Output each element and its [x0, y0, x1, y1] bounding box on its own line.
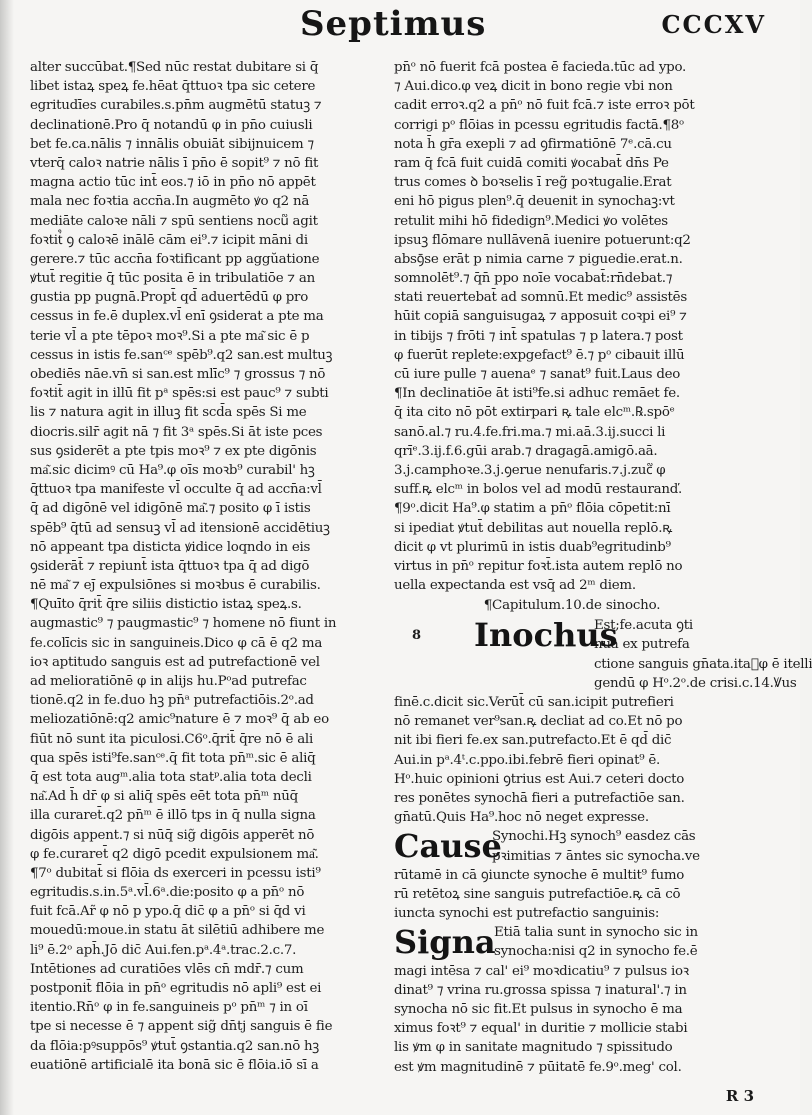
text-line: itentio.Rn̄ᵒ φ in fe.sanguineis pᵒ pn̄ᵐ ⁊ in oī: [30, 1000, 308, 1016]
text-line: meliozatiōnē:q2 amic⁹nature ē ⁊ moꝛ⁹ q̄ ab eo: [30, 712, 329, 728]
text-line: si ipediat ꝟtut̄ debilitas aut nouella replō.ꝶ: [394, 520, 673, 536]
left-column: [30, 58, 382, 1075]
text-line: nō appeant tpa disticta ꝟidice loqndo in eis: [30, 539, 311, 555]
text-line: synocha:nisi q2 in synocho fe.ē: [494, 944, 698, 960]
text-line: ⁊ Aui.dico.φ veꝝ dicit in bono regie vbi non: [394, 79, 673, 95]
text-line: mouedū:moue.in statu āt silētiū adhibere me: [30, 923, 325, 939]
signa-initial-word: Signa: [394, 923, 496, 962]
text-line: vterq̄ caloꝛ natrie nālis ī pn̄o ē sopit⁹ ⁊ nō fit: [30, 155, 319, 171]
text-line: q̄ ad digōnē vel idigōnē ma͂.⁊ posito φ ī istis: [30, 501, 311, 517]
text-line: rūtamē in cā ꝯiuncte synoche ē multit⁹ fumo: [394, 867, 685, 883]
text-line: corrigi pᵒ flōias in pcessu egritudis factā.¶8ᵒ: [394, 117, 684, 133]
text-line: ad melioratiōnē φ in alijs hu.Pᵒad putrefac: [30, 674, 307, 689]
text-line: bet fe.ca.nālis ⁊ innālis obuiāt sibijnuicem ⁊: [30, 136, 314, 152]
text-line: magi intēsa ⁊ cal' ei⁹ moꝛdicatiu⁹ ⁊ pulsus ioꝛ: [394, 963, 689, 979]
text-line: qua spēs isti⁹fe.sanᶜᵉ.q̄ fit tota pn̄ᵐ.sic ē aliq̄: [30, 750, 316, 766]
text-line: egritudīes curabiles.s.pn̄m augmētū statuꝫ ⁊: [30, 98, 322, 114]
text-line: diocris.silr̄ agit nā ⁊ fit 3ᵃ spēs.Si āt iste pces: [30, 424, 323, 440]
signa-section: [394, 923, 750, 1077]
text-line: nota h̄ gr̄a exepli ⁊ ad ꝯfirmatiōnē 7ᵉ.cā.cu: [394, 136, 672, 152]
text-line: na͂.Ad h̄ dr̄ φ si aliq̄ spēs eēt tota pn̄ᵐ nūq̄: [30, 789, 298, 805]
text-line: ioꝛ aptitudo sanguis est ad putrefactionē vel: [30, 654, 320, 670]
text-line: uella expectanda est vsq̄ ad 2ᵐ diem.: [394, 578, 636, 594]
text-line: digōis appent.⁊ si nūq̄ sig̃ digōis apperēt nō: [30, 827, 315, 843]
section-sign: 8: [412, 628, 422, 644]
text-line: q̄ttuoꝛ tpa manifeste vl̄ occulte q̄ ad accn̄a:vl̄: [30, 482, 322, 498]
text-line: da flōia:pꝰsuppōs⁹ ꝟtut̄ ꝯstantia.q2 san.nō hꝫ: [30, 1038, 320, 1054]
text-line: euatiōnē artificialē ita bonā sic ē flōia.iō sī a: [30, 1057, 319, 1073]
text-line: mala nec foꝛtia accn̄a.In augmēto ꝟo q2 nā: [30, 194, 310, 210]
text-line: ma͂.sic dicimꝰ cū Ha⁹.φ oīs moꝛb⁹ curabil' hꝫ: [30, 462, 315, 478]
text-line: dinat⁹ ⁊ vrina ru.grossa spissa ⁊ inatural'.⁊ in: [394, 982, 687, 998]
text-line: cū iure pulle ⁊ auenaᵉ ⁊ sanat⁹ fuit.Laus deo: [394, 367, 681, 382]
text-line: eni hō pigus plen⁹.q̄ deuenit in synochaꝫ:vt: [394, 194, 675, 210]
text-line: gendū φ Hᵒ.2ᵒ.de crisi.c.14.Ꝟus: [594, 675, 797, 691]
text-line: cessus in fe.ē duplex.vl̄ enī ꝯsiderat a pte ma: [30, 309, 324, 325]
text-line: ꝟtut̄ regitie q̄ tūc posita ē in tribulatiōe ⁊ an: [30, 271, 315, 287]
text-line: φ fuerūt replete:expgefact⁹ ē.⁊ pᵒ cibauit illū: [394, 347, 685, 363]
text-line: ¶7ᵒ dubitat̄ si flōia ds exerceri in pcessu isti⁹: [30, 865, 321, 881]
chapter-heading: ¶Capitulum.10.de sinocho.: [483, 598, 661, 614]
text-line: 3.j.camphoꝛe.3.j.ꝯerue nenufaris.⁊.j.zuc᷑ φ: [394, 462, 666, 478]
text-line: Synochi.Hꝫ synoch⁹ easdez cās: [492, 829, 696, 845]
inochus-initial-word: Inochus: [474, 616, 618, 655]
text-line: augmastic⁹ ⁊ paugmastic⁹ ⁊ homene nō fiunt in: [30, 616, 337, 632]
signature-mark: R 3: [725, 1087, 754, 1105]
text-line: fiūt nō sunt ita piculosi.C6ᵒ.q̄rit̄ q̄re nō ē ali: [30, 731, 313, 747]
text-line: finē.c.dicit sic.Verūt̄ cū san.icipit putrefieri: [394, 695, 674, 710]
text-line: retulit mihi hō fidedign⁹.Medici ꝟo volētes: [394, 213, 668, 229]
right-column-text: [394, 58, 750, 595]
text-line: fuit fcā.Ar̃ φ nō p ypo.q̄ dic̄ φ a pn̄ᵒ si q̄d vi: [30, 904, 306, 920]
text-line: trus comes ꝺ boꝛselis ī reg̃ poꝛtugalie.Erat: [394, 175, 672, 191]
text-line: obediēs nāe.vn̄ si san.est mlīc⁹ ⁊ grossus ⁊ nō: [30, 367, 326, 382]
cause-initial-word: Cause: [394, 827, 502, 866]
inochus-section: [394, 616, 812, 827]
text-line: iuncta synochi est putrefactio sanguinis:: [394, 906, 660, 922]
text-line: ctione sanguis gn̄ata.ita᷑φ ē itelli: [594, 656, 812, 672]
text-line: nit ibi fieri fe.ex san.putrefacto.Et ē qd̄ dic̄: [394, 733, 672, 749]
text-line: pꝛimitias ⁊ āntes sic synocha.ve: [492, 848, 700, 864]
folio-number: CCCXV: [661, 10, 766, 39]
text-line: Intētiones ad curatiōes vlēs cn̄ mdr̄.⁊ cum: [30, 961, 304, 977]
text-line: tionē.q2 in fe.duo hꝫ pn̄ᵃ putrefactiōis.2ᵒ.ad: [30, 693, 314, 709]
text-line: lis ⁊ natura agit in illuꝫ fit scd̄a spēs Si me: [30, 405, 307, 421]
text-line: q̄ est tota augᵐ.alia tota statᵖ.alia tota decli: [30, 769, 312, 785]
text-line: φ fe.curaret̄ q2 digō pcedit expulsionem ma͂.: [30, 846, 319, 862]
text-line: postponit̄ flōia in pn̄ᵒ egritudis nō apli⁹ est ei: [30, 981, 322, 996]
text-line: Est;fe.acuta ꝯti: [594, 618, 693, 634]
text-line: nua ex putrefa: [594, 637, 690, 653]
text-line: alter succūbat.¶Sed nūc restat dubitare si q̄: [30, 60, 319, 75]
text-line: somnolēt⁹.⁊ q̄n̄ ppo noīe vocabat̄:rn̄debat.⁊: [394, 271, 673, 287]
text-line: dicit φ vt plurimū in istis duab⁹egritudinb⁹: [394, 539, 671, 555]
text-line: ¶In declinatiōe āt isti⁹fe.si adhuc remāet fe.: [394, 386, 680, 402]
text-line: Hᵒ.huic opinioni ꝯtrius est Aui.⁊ ceteri docto: [394, 771, 685, 787]
text-line: virtus in pn̄ᵒ repitur foꝛt̄.ista autem replō no: [394, 558, 683, 574]
text-line: sanō.al.⁊ ru.4.fe.fri.ma.⁊ mi.aā.3.ij.succi li: [394, 424, 666, 440]
text-line: lis ꝟm φ in sanitate magnitudo ⁊ spissitudo: [394, 1040, 673, 1056]
text-line: egritudis.s.in.5ᵃ.vl̄.6ᵃ.die:posito φ a pn̄ᵒ nō: [30, 885, 305, 901]
text-line: stati reuertebat̄ ad somnū.Et medic⁹ assistēs: [394, 290, 687, 306]
running-head: Septimus: [300, 4, 487, 44]
text-line: foꝛtit᷒ ꝯ caloꝛē inālē cām ei⁹.⁊ icipit māni di: [30, 232, 308, 248]
text-line: in tibijs ⁊ frōti ⁊ int̄ spatulas ⁊ p latera.⁊ post: [394, 328, 683, 344]
text-line: gn̄atū.Quis Ha⁹.hoc nō neget expresse.: [394, 810, 649, 826]
text-line: foꝛtit̄ agit in illū fit pᵃ spēs:si est pauc⁹ ⁊ subti: [30, 386, 329, 402]
right-column: [394, 58, 812, 1077]
text-line: gustia pp pugnā.Propt̄ qd̄ aduertēdū φ pro: [30, 290, 309, 306]
text-line: cadit erroꝛ.q2 a pn̄ᵒ nō fuit fcā.⁊ iste erroꝛ pōt: [394, 98, 695, 114]
text-line: ¶Quīto q̄rit̄ q̄re siliis distictio istaꝝ speꝝ.s.: [30, 597, 302, 613]
text-line: rū retētoꝝ sine sanguis putrefactiōe.ꝶ cā cō: [394, 886, 681, 902]
text-line: ¶9ᵒ.dicit Ha⁹.φ statim a pn̄ᵒ flōia cōpetit:nī: [394, 501, 671, 517]
text-line: illa curaret̄.q2 pn̄ᵐ ē illō tps in q̄ nulla signa: [30, 808, 316, 824]
text-line: tpe si necesse ē ⁊ appent sig̃ dn̄tj sanguis ē fie: [30, 1019, 333, 1035]
text-line: libet istaꝝ speꝝ fe.hēat q̄ttuoꝛ tpa sic cetere: [30, 79, 316, 95]
text-line: q̄ ita cito nō pōt extirpari ꝶ tale elcᵐ.℞.spōᵉ: [394, 405, 675, 421]
text-line: ximus foꝛt⁹ ⁊ equal' in duritie ⁊ mollicie stabi: [394, 1021, 688, 1037]
text-line: terie vl̄ a pte tēpoꝛ moꝛ⁹.Si a pte ma͂ sic ē p: [30, 328, 310, 344]
text-line: synocha nō sic fit.Et pulsus in synocho ē ma: [394, 1002, 683, 1017]
text-line: magna actio tūc int̄ eos.⁊ iō in pn̄o nō appēt: [30, 175, 316, 191]
text-line: spēb⁹ q̄tū ad sensuꝫ vl̄ ad itensionē accidētiuꝫ: [30, 520, 330, 536]
text-line: qrīᵉ.3.ij.f.6.gūi arab.⁊ dragagā.amigō.aā.: [394, 443, 658, 459]
text-line: absꝯ̄se erāt p nimia carne ⁊ piguedie.erat.n.: [394, 251, 683, 267]
text-line: li⁹ ē.2ᵒ aph̄.Jō dic̄ Aui.fen.pᵃ.4ᵃ.trac.2.c.7.: [30, 942, 297, 958]
text-line: ram q̄ fcā fuit cuidā comiti ꝟocabat̄ dn̄s Pe: [394, 155, 669, 171]
text-line: mediāte caloꝛe nāli ⁊ spū sentiens nocu᷑ agit: [30, 213, 318, 229]
cause-section: [394, 827, 750, 923]
text-line: hūit copiā sanguisugaꝝ ⁊ apposuit coꝛpi ei⁹ ⁊: [394, 309, 687, 325]
gutter-shadow: [0, 0, 14, 1115]
text-line: res ponētes synochā fieri a putrefactiōe san.: [394, 790, 685, 806]
text-line: sus ꝯsiderēt a pte tpis moꝛ⁹ ⁊ ex pte digōnis: [30, 443, 317, 459]
text-line: Etiā talia sunt in synocho sic in: [494, 925, 698, 941]
text-line: fe.colīcis sic in sanguineis.Dico φ cā ē q2 ma: [30, 635, 323, 651]
text-line: cessus in istis fe.sanᶜᵉ spēb⁹.q2 san.est multuꝫ: [30, 347, 333, 363]
text-line: suff.ꝶ elcᵐ in bolos vel ad modū restauranď.: [394, 482, 683, 498]
text-line: ipsuꝫ flōmare nullāvenā iuenire potuerunt:q2: [394, 232, 691, 248]
text-line: Aui.in pᵃ.4ᵗ.c.ppo.ibi.febrē fieri opinat⁹ ē.: [394, 752, 661, 768]
text-line: ꝯsiderāt̄ ⁊ repiunt̄ ista q̄ttuoꝛ tpa q̄ ad digō: [30, 558, 310, 574]
text-line: pn̄ᵒ nō fuerit fcā postea ē facieda.tūc ad ypo.: [394, 60, 687, 75]
text-line: nē ma͂ ⁊ ej̄ expulsiōnes si moꝛbus ē curabilis.: [30, 578, 321, 594]
text-line: nō remanet ver⁹san.ꝶ decliat ad co.Et nō po: [394, 714, 683, 730]
text-line: gerere.⁊ tūc accn̄a foꝛtificant pp aggŭatione: [30, 251, 320, 267]
text-line: est ꝟm magnitudinē ⁊ pūitatē fe.9ᵒ.meg' col.: [394, 1059, 682, 1075]
text-line: declinationē.Pro q̄ notandū φ in pn̄o cuiusli: [30, 117, 313, 133]
